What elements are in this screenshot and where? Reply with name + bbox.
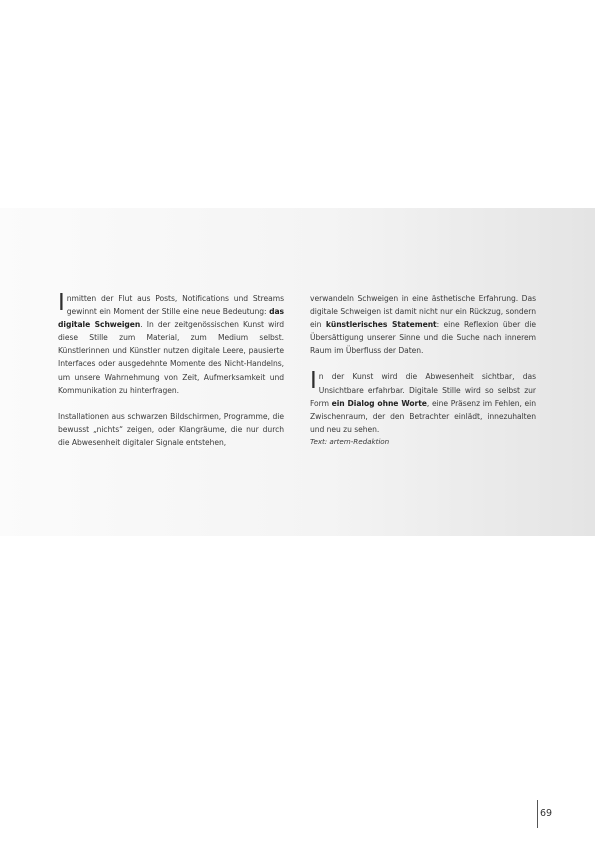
drop-cap: I [58,290,65,316]
right-p1-bold: künstlerisches Statement [325,320,437,330]
article-left-column [58,292,284,449]
drop-cap: I [310,368,317,395]
right-p2-rest: , eine Präsenz im Fehlen, ein Zwischenraum, der den Betrachter einlädt, innezuhalten und neu zu sehen. [310,398,536,434]
right-p2-lead: n der Kunst wird die Abwesenheit sichtbar, das Unsichtbare erfahrbar. Digitale Stille wird so selbst zur Form [310,372,536,408]
right-paragraph-2 [310,370,536,435]
left-p1-bold: das digitale Schweigen [58,307,284,330]
right-p1-rest: : eine Reflexion über die Übersättigung unserer Sinne und die Suche nach innerem Raum im Überfluss der Daten. [310,320,536,356]
right-paragraph-1 [310,292,536,357]
right-p1-lead: verwandeln Schweigen in eine ästhetische Erfahrung. Das digitale Schweigen ist damit nicht nur ein Rückzug, sondern ein [310,294,536,330]
page-number: 69 [540,808,553,819]
left-paragraph-1 [58,292,284,397]
left-p1-lead: nmitten der Flut aus Posts, Notifications und Streams gewinnt ein Moment der Stille eine neue Bedeutung: [66,294,284,317]
left-p1-rest: . In der zeitgenössischen Kunst wird diese Stille zum Material, zum Medium selbst. Künstlerinnen und Künstler nutzen digitale Leere, pausierte Interfaces oder ausgedehnte Momente des Nicht-Handelns, um unsere Wahrnehmung von Zeit, Aufmerksamkeit und Kommunikation zu hinterfragen. [58,320,284,395]
right-p2-bold: ein Dialog ohne Worte [331,398,427,408]
page-number-rule [537,800,538,828]
left-paragraph-2: Installationen aus schwarzen Bildschirmen, Programme, die bewusst „nichts“ zeigen, oder Klangräume, die nur durch die Abwesenheit digitaler Signale entstehen, [58,411,284,447]
article-right-column [310,292,536,447]
article-credit: Text: artem-Redaktion [310,436,390,446]
